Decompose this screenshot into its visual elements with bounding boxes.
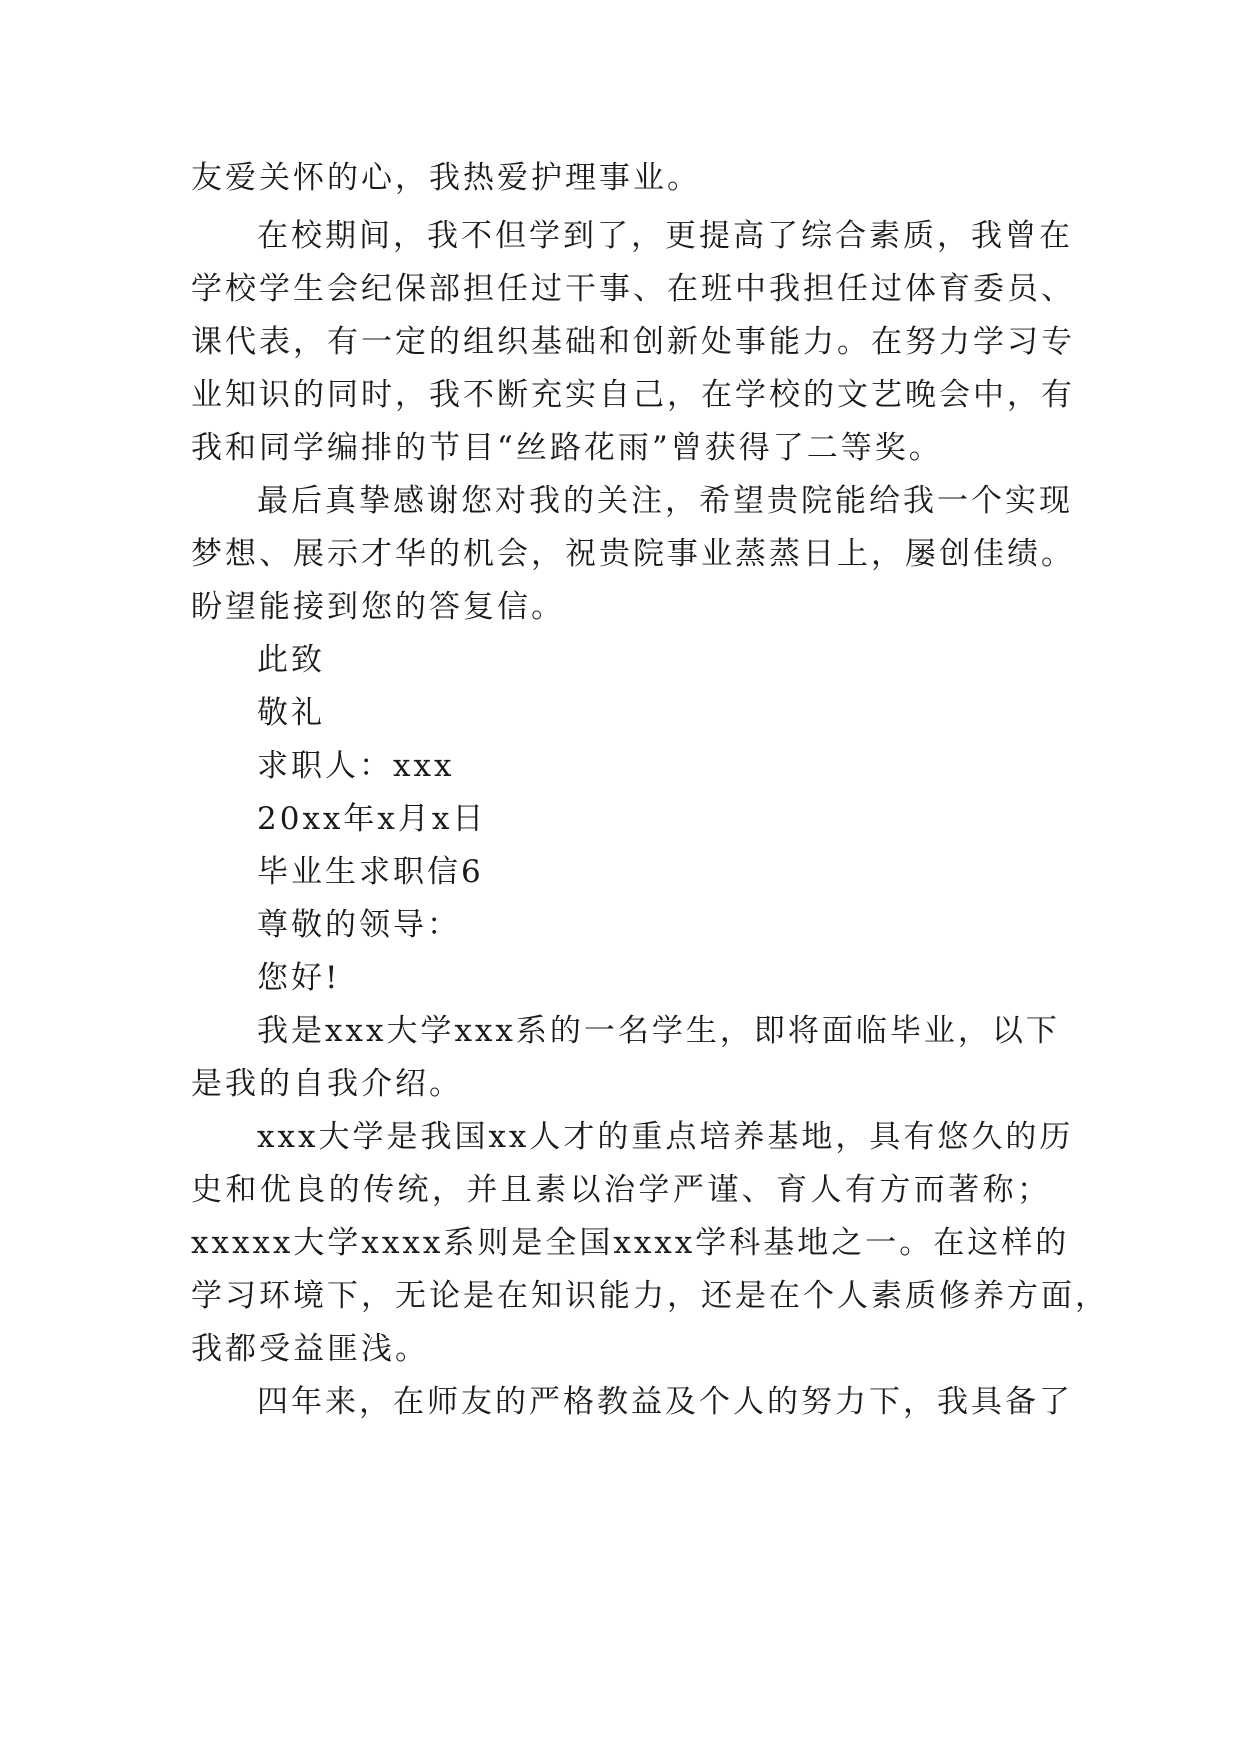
letter-date: 20xx年x月x日 [257, 801, 487, 837]
text-line: 友爱关怀的心，我热爱护理事业。 [191, 160, 701, 196]
closing-salutation: 此致 [257, 642, 325, 678]
text-line: 我都受益匪浅。 [191, 1331, 429, 1367]
text-line: 课代表，有一定的组织基础和创新处事能力。在努力学习专 [191, 324, 1075, 360]
text-line: 我和同学编排的节目“丝路花雨”曾获得了二等奖。 [191, 430, 943, 466]
greeting-addressee: 尊敬的领导： [257, 907, 461, 943]
greeting-hello: 您好! [257, 960, 341, 996]
paragraph-start-line: 四年来，在师友的严格教益及个人的努力下，我具备了 [257, 1384, 1073, 1420]
closing-regards: 敬礼 [257, 695, 325, 731]
section-title: 毕业生求职信6 [257, 854, 484, 890]
text-line: 学校学生会纪保部担任过干事、在班中我担任过体育委员、 [191, 271, 1075, 307]
text-line: 是我的自我介绍。 [191, 1066, 463, 1102]
text-line: 业知识的同时，我不断充实自己，在学校的文艺晚会中，有 [191, 377, 1075, 413]
paragraph-start-line: xxx大学是我国xx人才的重点培养基地，具有悠久的历 [257, 1119, 1074, 1155]
paragraph-start-line: 我是xxx大学xxx系的一名学生，即将面临毕业，以下 [257, 1013, 1060, 1049]
paragraph-start-line: 最后真挚感谢您对我的关注，希望贵院能给我一个实现 [257, 483, 1073, 519]
text-line: 梦想、展示才华的机会，祝贵院事业蒸蒸日上，屡创佳绩。 [191, 536, 1075, 572]
text-line: 学习环境下，无论是在知识能力，还是在个人素质修养方面， [191, 1278, 1109, 1314]
text-line: 史和优良的传统，并且素以治学严谨、育人有方而著称； [191, 1172, 1051, 1208]
text-line: 盼望能接到您的答复信。 [191, 589, 565, 625]
paragraph-start-line: 在校期间，我不但学到了，更提高了综合素质，我曾在 [257, 218, 1073, 254]
text-line: xxxxx大学xxxx系则是全国xxxx学科基地之一。在这样的 [191, 1225, 1070, 1261]
applicant-signature: 求职人：xxx [257, 748, 455, 784]
